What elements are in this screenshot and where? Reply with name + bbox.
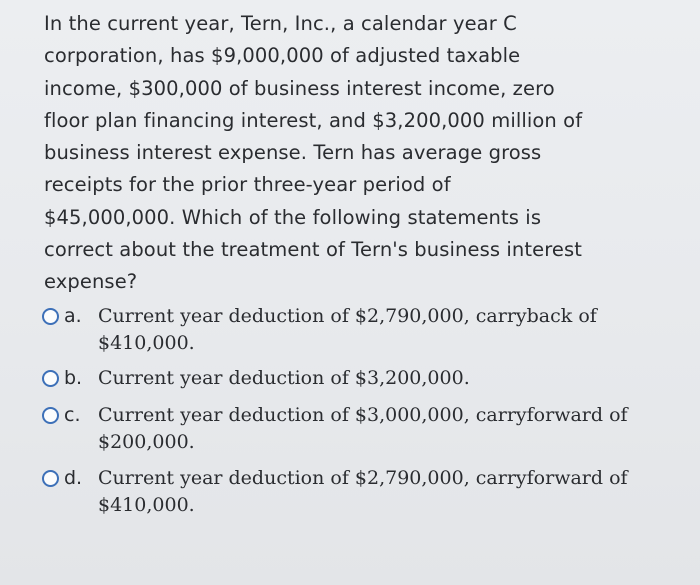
question-line: corporation, has $9,000,000 of adjusted taxable: [44, 44, 521, 68]
option-line: $200,000.: [98, 431, 195, 453]
answer-option-d[interactable]: [42, 465, 682, 519]
option-line: Current year deduction of $3,000,000, carryforward of: [98, 404, 628, 426]
question-line: floor plan financing interest, and $3,200,000 million of: [44, 108, 583, 132]
question-line: In the current year, Tern, Inc., a calendar year C: [44, 12, 517, 35]
question-line: income, $300,000 of business interest income, zero: [44, 76, 555, 100]
question-line: receipts for the prior three-year period of: [44, 173, 451, 197]
question-text: [44, 8, 684, 299]
option-letter-c: c.: [64, 404, 81, 426]
answer-option-c[interactable]: [42, 402, 682, 456]
option-line: $410,000.: [98, 494, 195, 516]
option-line: $410,000.: [98, 332, 195, 354]
option-text-a[interactable]: [98, 303, 682, 357]
radio-button-d[interactable]: [42, 470, 59, 487]
radio-button-b[interactable]: [42, 370, 59, 387]
option-letter-a: a.: [64, 305, 82, 327]
option-letter-b: b.: [64, 367, 83, 389]
option-letter-d: d.: [64, 467, 83, 489]
question-line: expense?: [44, 270, 138, 294]
radio-button-c[interactable]: [42, 407, 59, 424]
option-text-c[interactable]: [98, 402, 682, 456]
option-line: Current year deduction of $2,790,000, carryback of: [98, 305, 597, 327]
question-line: correct about the treatment of Tern's business interest: [44, 238, 582, 262]
answer-option-b[interactable]: [42, 365, 682, 392]
question-line: business interest expense. Tern has average gross: [44, 141, 542, 165]
radio-button-a[interactable]: [42, 308, 59, 325]
option-text-d[interactable]: [98, 465, 682, 519]
option-line: Current year deduction of $3,200,000.: [98, 367, 470, 389]
question-line: $45,000,000. Which of the following statements is: [44, 205, 542, 229]
option-text-b[interactable]: [98, 365, 682, 392]
option-line: Current year deduction of $2,790,000, carryforward of: [98, 467, 628, 489]
answer-option-a[interactable]: [42, 303, 682, 357]
